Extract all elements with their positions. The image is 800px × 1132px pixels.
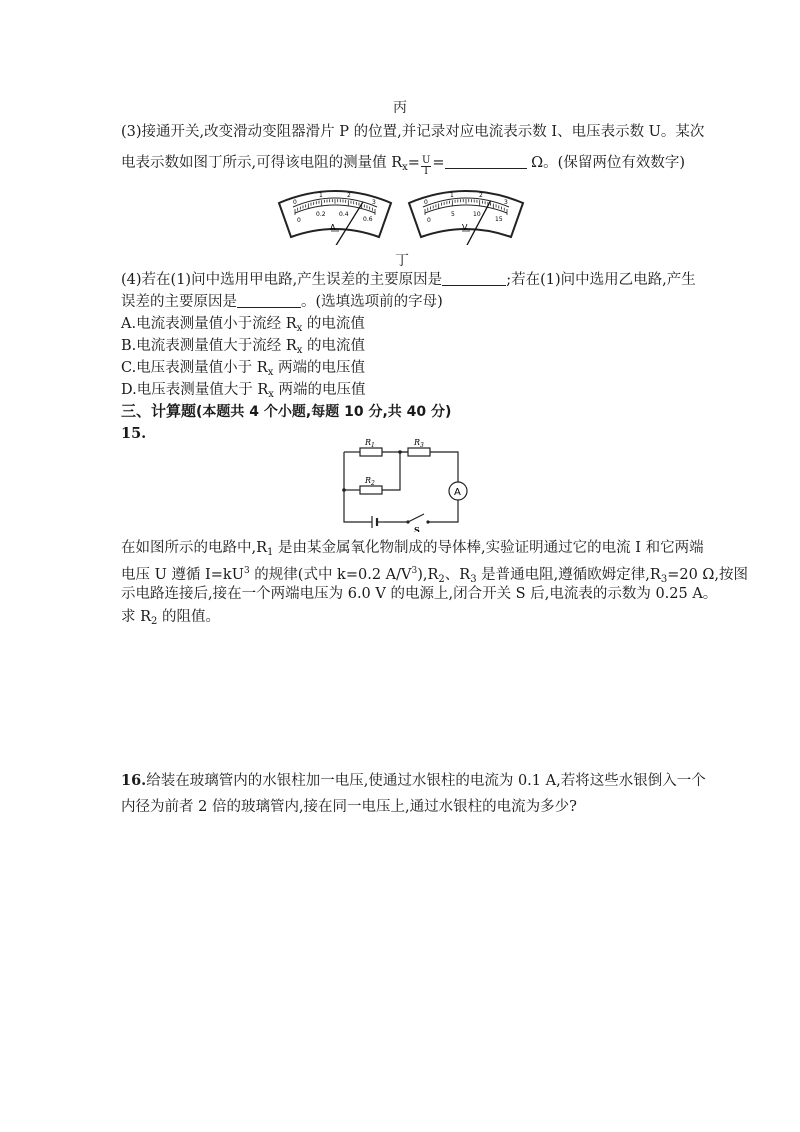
circuit-diagram (330, 432, 470, 532)
ammeter-scale-bottom-label: 0.4 (339, 211, 349, 218)
option-d: D.电压表测量值大于 $R_x$ 两端的电压值 (121, 382, 366, 400)
q4-line2: 误差的主要原因是 。(选填选项前的字母) (121, 294, 443, 310)
option-b: B.电流表测量值大于流经 $R_x$ 的电流值 (121, 338, 366, 356)
q15-paragraph-line2: 电压 U 遵循 $I=kU^3$ 的规律(式中 k=0.2 $A/V^3),R_2$、$R_3$ 是普通电阻,遵循欧姆定律$,R_3=20$ Ω,按图 (121, 566, 749, 585)
q15-paragraph-line3: 示电路连接后,接在一个两端电压为 6.0 V 的电源上,闭合开关 S 后,电流表的示数为 0.25 A。 (121, 586, 718, 602)
ammeter-unit-label: A (330, 223, 336, 232)
voltmeter-scale-top-label: 2 (479, 192, 483, 199)
svg-text:R2: $R_2$ (365, 476, 375, 487)
voltmeter-scale-bottom-label: 15 (495, 216, 503, 223)
svg-text:R1: $R_1$ (365, 438, 375, 449)
q15-number: 15. (121, 425, 147, 442)
q15-paragraph-line1: 在如图所示的电路中$,R_1$ 是由某金属氧化物制成的导体棒,实验证明通过它的电流 I 和它两端 (121, 540, 704, 558)
ammeter-scale-top-label: 3 (372, 199, 376, 206)
ammeter-scale-top-label: 0 (293, 199, 297, 206)
voltmeter-scale-top-label: 1 (450, 192, 454, 199)
voltmeter-scale-bottom-label: 0 (427, 217, 431, 224)
ammeter-dial (275, 185, 395, 245)
voltmeter-scale-top-label: 3 (504, 199, 508, 206)
option-a: A.电流表测量值小于流经 $R_x$ 的电流值 (121, 316, 365, 334)
voltmeter-scale-bottom-label: 10 (473, 211, 481, 218)
svg-text:A: A (454, 487, 461, 498)
q4-line1: (4)若在(1)问中选用甲电路,产生误差的主要原因是 ;若在(1)问中选用乙电路,产生 (121, 272, 696, 288)
answer-blank-yi[interactable] (237, 293, 301, 308)
ammeter-scale-bottom-label: 0.2 (316, 211, 326, 218)
resistor-r2 (360, 486, 382, 494)
voltmeter-dial (405, 185, 527, 245)
q3-line2: 电表示数如图丁所示,可得该电阻的测量值 $R_x=$ $\frac{U}{I}$ = Ω。(保留两位有效数字) (121, 155, 685, 177)
voltmeter-scale-top-label: 0 (424, 199, 428, 206)
answer-blank-jia[interactable] (442, 271, 506, 286)
q16-line1: 16.给装在玻璃管内的水银柱加一电压,使通过水银柱的电流为 0.1 A,若将这些水银倒入一个 (121, 772, 706, 789)
voltmeter-scale-bottom-label: 5 (451, 211, 455, 218)
svg-text:R3: $R_3$ (414, 438, 424, 449)
figure-label-ding: 丁 (395, 253, 409, 269)
option-c: C.电压表测量值小于 $R_x$ 两端的电压值 (121, 360, 365, 378)
ammeter-scale-top-label: 2 (347, 192, 351, 199)
resistor-r1 (360, 448, 382, 456)
q3-line1: (3)接通开关,改变滑动变阻器滑片 P 的位置,并记录对应电流表示数 I、电压表示数 U。某次 (121, 124, 705, 140)
q15-paragraph-line4: 求 $R_2$ 的阻值。 (121, 609, 221, 627)
ammeter-scale-bottom-label: 0 (297, 217, 301, 224)
section-heading: 三、计算题(本题共 4 个小题,每题 10 分,共 40 分) (121, 402, 452, 420)
switch-label: S (414, 525, 420, 532)
answer-blank-resistance[interactable] (445, 154, 527, 169)
resistor-r3 (408, 448, 430, 456)
u-over-i-fraction: $\frac{U}{I}$ (421, 155, 431, 177)
figure-label-bing: 丙 (393, 100, 407, 116)
voltmeter-unit-label: V (462, 223, 468, 232)
ammeter-scale-top-label: 1 (319, 192, 323, 199)
q16-line2: 内径为前者 2 倍的玻璃管内,接在同一电压上,通过水银柱的电流为多少? (121, 799, 577, 815)
ammeter-scale-bottom-label: 0.6 (363, 216, 373, 223)
